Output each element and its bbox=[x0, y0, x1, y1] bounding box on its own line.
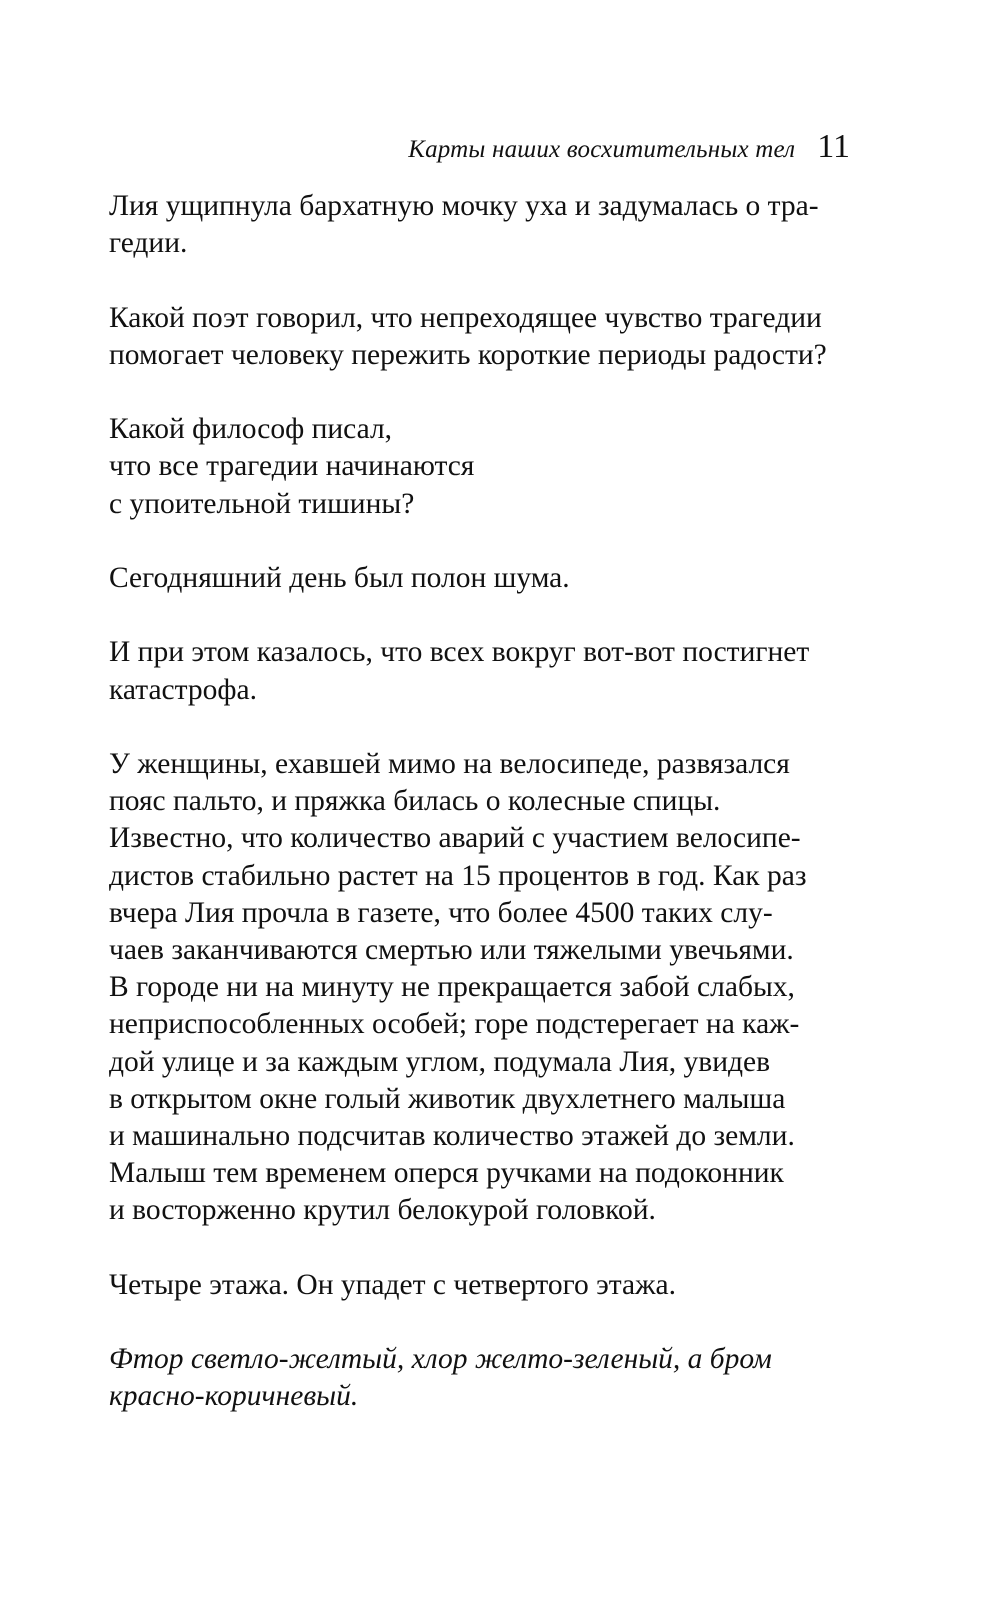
running-header bbox=[408, 128, 850, 166]
text-line: Какой поэт говорил, что непреходящее чувство трагедии bbox=[109, 301, 822, 334]
page-number: 11 bbox=[817, 128, 850, 165]
text-line: и восторженно крутил белокурой головкой. bbox=[109, 1194, 656, 1227]
text-line: И при этом казалось, что всех вокруг вот-вот постигнет bbox=[109, 636, 810, 669]
text-line: Сегодняшний день был полон шума. bbox=[109, 561, 570, 594]
text-line: пояс пальто, и пряжка билась о колесные спицы. bbox=[109, 785, 721, 818]
italic-paragraph bbox=[109, 1341, 869, 1415]
paragraph bbox=[109, 1267, 869, 1304]
running-title: Карты наших восхитительных тел bbox=[408, 136, 796, 163]
text-line: дистов стабильно растет на 15 процентов в год. Как раз bbox=[109, 859, 807, 892]
text-line: что все трагедии начинаются bbox=[109, 450, 475, 483]
text-line: Какой философ писал, bbox=[109, 413, 393, 446]
text-line: дой улице и за каждым углом, подумала Лия, увидев bbox=[109, 1045, 771, 1078]
paragraph bbox=[109, 188, 869, 262]
text-line: чаев заканчиваются смертью или тяжелыми увечьями. bbox=[109, 933, 794, 966]
text-line: катастрофа. bbox=[109, 673, 257, 706]
text-line: вчера Лия прочла в газете, что более 4500 таких слу- bbox=[109, 896, 773, 929]
paragraph bbox=[109, 411, 869, 523]
text-line: Четыре этажа. Он упадет с четвертого этажа. bbox=[109, 1268, 676, 1301]
paragraph bbox=[109, 300, 869, 374]
paragraph bbox=[109, 560, 869, 597]
text-line: неприспособленных особей; горе подстерегает на каж- bbox=[109, 1008, 800, 1041]
paragraph bbox=[109, 634, 869, 708]
text-line: В городе ни на минуту не прекращается забой слабых, bbox=[109, 971, 795, 1004]
text-line: У женщины, ехавшей мимо на велосипеде, развязался bbox=[109, 747, 790, 780]
text-line: гедии. bbox=[109, 227, 188, 260]
text-line: с упоительной тишины? bbox=[109, 487, 415, 520]
text-line: красно-коричневый. bbox=[109, 1380, 359, 1413]
paragraph bbox=[109, 746, 869, 1230]
text-line: Известно, что количество аварий с участием велосипе- bbox=[109, 822, 801, 855]
text-line: Малыш тем временем оперся ручками на подоконник bbox=[109, 1157, 784, 1190]
text-line: и машинально подсчитав количество этажей до земли. bbox=[109, 1120, 795, 1152]
text-line: Фтор светло-желтый, хлор желто-зеленый, а бром bbox=[109, 1343, 772, 1376]
text-line: помогает человеку пережить короткие периоды радости? bbox=[109, 338, 827, 371]
text-line: в открытом окне голый животик двухлетнего малыша bbox=[109, 1082, 786, 1115]
body-text bbox=[109, 188, 869, 1453]
text-line: Лия ущипнула бархатную мочку уха и задумалась о тра- bbox=[109, 190, 819, 222]
